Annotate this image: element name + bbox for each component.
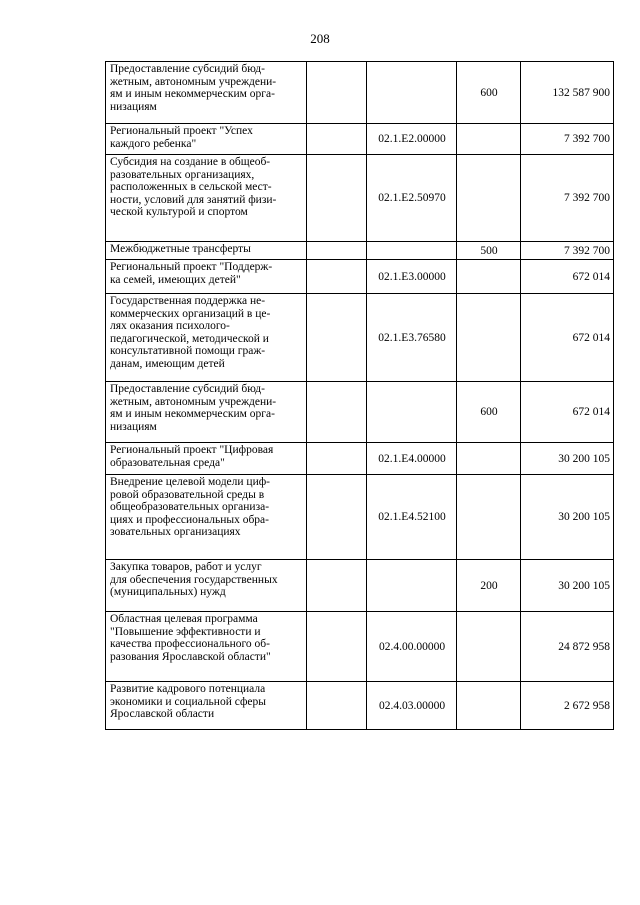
table-row (106, 62, 614, 124)
row-type: 500 (457, 242, 521, 260)
row-type: 600 (457, 382, 521, 443)
row-name: Региональный проект "Поддерж- ка семей, имеющих детей" (106, 260, 307, 294)
row-amount: 30 200 105 (521, 443, 614, 475)
row-name: Субсидия на создание в общеоб- разовательных организациях, расположенных в сельской мест- ности, условий для занятий физи- ческой культурой и спортом (106, 155, 307, 242)
row-code: 02.4.03.00000 (367, 682, 457, 730)
row-amount: 30 200 105 (521, 560, 614, 612)
row-name: Региональный проект "Цифровая образовательная среда" (106, 443, 307, 475)
empty-cell (307, 155, 367, 242)
row-code (367, 62, 457, 124)
empty-cell (307, 382, 367, 443)
table-row (106, 560, 614, 612)
row-code: 02.1.E3.00000 (367, 260, 457, 294)
row-type (457, 124, 521, 155)
table-row (106, 260, 614, 294)
row-type (457, 260, 521, 294)
row-name: Развитие кадрового потенциала экономики и социальной сферы Ярославской области (106, 682, 307, 730)
row-amount: 7 392 700 (521, 155, 614, 242)
row-type: 600 (457, 62, 521, 124)
row-type (457, 443, 521, 475)
row-amount: 7 392 700 (521, 124, 614, 155)
empty-cell (307, 612, 367, 682)
table-row (106, 242, 614, 260)
row-name: Предоставление субсидий бюд- жетным, автономным учреждени- ям и иным некоммерческим орга- низациям (106, 62, 307, 124)
empty-cell (307, 62, 367, 124)
table-row (106, 682, 614, 730)
row-amount: 30 200 105 (521, 475, 614, 560)
row-name: Областная целевая программа "Повышение эффективности и качества профессионального об- разования Ярославской области" (106, 612, 307, 682)
table-row (106, 475, 614, 560)
row-type (457, 475, 521, 560)
table-row (106, 294, 614, 382)
empty-cell (307, 294, 367, 382)
row-amount: 132 587 900 (521, 62, 614, 124)
empty-cell (307, 124, 367, 155)
empty-cell (307, 475, 367, 560)
row-type: 200 (457, 560, 521, 612)
row-code: 02.1.E2.50970 (367, 155, 457, 242)
row-code: 02.1.E4.00000 (367, 443, 457, 475)
empty-cell (307, 260, 367, 294)
table-row (106, 124, 614, 155)
row-amount: 7 392 700 (521, 242, 614, 260)
row-name: Предоставление субсидий бюд- жетным, автономным учреждени- ям и иным некоммерческим орга- низациям (106, 382, 307, 443)
table-row (106, 612, 614, 682)
row-type (457, 612, 521, 682)
row-amount: 672 014 (521, 294, 614, 382)
row-name: Государственная поддержка не- коммерческих организаций в це- лях оказания психолого- педагогической, методической и консультативной помощи граж- данам, имеющим детей (106, 294, 307, 382)
table-row (106, 382, 614, 443)
row-code (367, 382, 457, 443)
row-amount: 672 014 (521, 260, 614, 294)
row-code: 02.4.00.00000 (367, 612, 457, 682)
row-code: 02.1.E2.00000 (367, 124, 457, 155)
row-name: Внедрение целевой модели циф- ровой образовательной среды в общеобразовательных организа- циях и профессиональных обра- зовательных организациях (106, 475, 307, 560)
empty-cell (307, 560, 367, 612)
empty-cell (307, 682, 367, 730)
table-row (106, 155, 614, 242)
row-name: Межбюджетные трансферты (106, 242, 307, 260)
row-code: 02.1.E3.76580 (367, 294, 457, 382)
row-code (367, 242, 457, 260)
row-name: Закупка товаров, работ и услуг для обеспечения государственных (муниципальных) нужд (106, 560, 307, 612)
row-type (457, 682, 521, 730)
empty-cell (307, 443, 367, 475)
row-amount: 672 014 (521, 382, 614, 443)
row-type (457, 155, 521, 242)
row-amount: 24 872 958 (521, 612, 614, 682)
table-row (106, 443, 614, 475)
row-amount: 2 672 958 (521, 682, 614, 730)
row-type (457, 294, 521, 382)
row-name: Региональный проект "Успех каждого ребенка" (106, 124, 307, 155)
row-code: 02.1.E4.52100 (367, 475, 457, 560)
page-number: 208 (310, 31, 330, 46)
budget-table (105, 61, 614, 730)
empty-cell (307, 242, 367, 260)
row-code (367, 560, 457, 612)
